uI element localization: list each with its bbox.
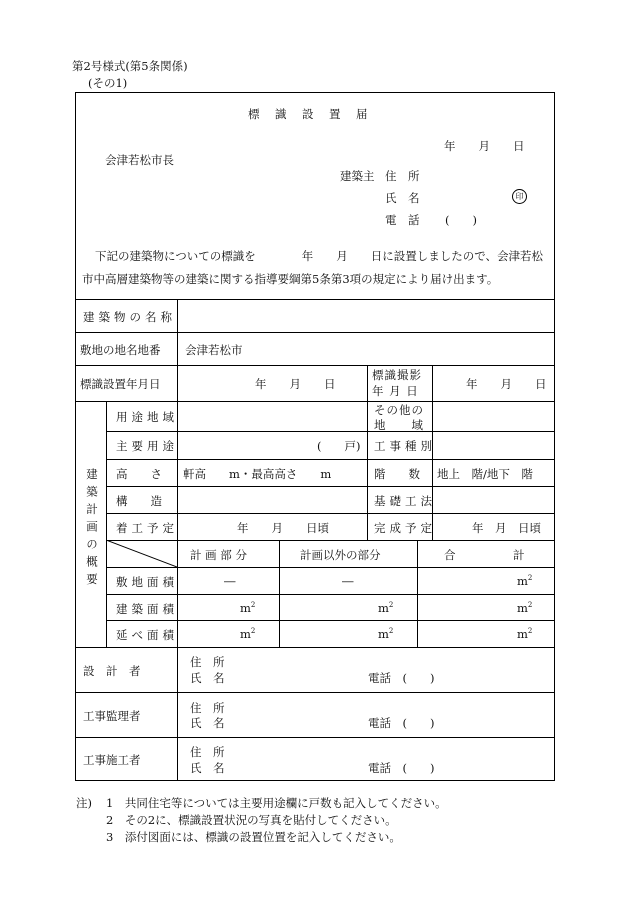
finish-value: 年 月 日頃 [472, 521, 541, 535]
column-other: 計画以外の部分 [300, 548, 381, 562]
contractor-phone: 電話 ( ) [368, 761, 435, 775]
install-date-value: 年 月 日 [255, 377, 336, 391]
floors-label: 階 数 [374, 467, 420, 481]
designer-name-label: 氏 名 [190, 671, 225, 685]
structure-label: 構 造 [116, 494, 162, 508]
form-number: 第2号様式(第5条関係) [72, 59, 188, 73]
site-location-label: 敷地の地名地番 [80, 343, 161, 357]
site-area-other: ― [342, 574, 354, 588]
column-plan: 計 画 部 分 [190, 548, 247, 562]
contractor-name-label: 氏 名 [190, 761, 225, 775]
floor-area-plan: $m^2$ [240, 627, 256, 641]
photo-date-value: 年 月 日 [466, 377, 547, 391]
notes-prefix: 注) [76, 796, 92, 810]
designer-address-label: 住 所 [190, 655, 225, 669]
designer-phone: 電話 ( ) [368, 671, 435, 685]
main-use-units: ( 戸) [317, 439, 361, 453]
note-item: 1 共同住宅等については主要用途欄に戸数も記入してください。 [106, 796, 447, 810]
photo-date-label-2: 年 月 日 [372, 384, 419, 398]
floor-area-label: 延べ面積 [116, 628, 178, 642]
supervisor-phone: 電話 ( ) [368, 716, 435, 730]
supervisor-address-label: 住 所 [190, 701, 225, 715]
building-area-other: $m^2$ [378, 601, 394, 615]
site-area-label: 敷地面積 [116, 575, 178, 589]
install-date-label: 標識設置年月日 [80, 377, 161, 391]
building-area-label: 建築面積 [116, 602, 178, 616]
submission-date: 年 月 日 [444, 139, 525, 153]
site-location-value: 会津若松市 [185, 343, 243, 357]
use-zone-label: 用途地域 [116, 410, 178, 424]
floor-area-total: $m^2$ [517, 627, 533, 641]
height-value: 軒高 m・最高高さ m [183, 467, 332, 481]
diagonal-line [106, 540, 177, 567]
plan-section-label: 建築計画の概要 [85, 468, 99, 591]
other-zone-label-1: その他の [374, 403, 424, 417]
supervisor-label: 工事監理者 [83, 709, 141, 723]
start-value: 年 月 日頃 [237, 521, 329, 535]
designer-label: 設 計 者 [83, 664, 141, 678]
form-title: 標 識 設 置 届 [248, 107, 370, 121]
form-part: (その1) [88, 76, 128, 90]
owner-phone-label: 電 話 [385, 213, 420, 227]
owner-address-label: 住 所 [385, 169, 420, 183]
form-frame [75, 92, 555, 781]
site-area-total: $m^2$ [517, 574, 533, 588]
note-item: 3 添付図面には、標識の設置位置を記入してください。 [106, 830, 401, 844]
column-total: 合 計 [444, 548, 525, 562]
height-label: 高 さ [116, 467, 162, 481]
main-use-label: 主要用途 [116, 439, 178, 453]
building-area-plan: $m^2$ [240, 601, 256, 615]
building-area-total: $m^2$ [517, 601, 533, 615]
contractor-address-label: 住 所 [190, 745, 225, 759]
finish-label: 完成予定 [374, 521, 436, 535]
body-line-1: 下記の建築物についての標識を 年 月 日に設置しましたので、会津若松 [95, 249, 544, 263]
building-name-label: 建築物の名称 [83, 310, 176, 324]
owner-phone-paren: ( ) [445, 213, 477, 227]
owner-name-label: 氏 名 [385, 191, 420, 205]
photo-date-label-1: 標識撮影 [372, 368, 422, 382]
start-label: 着工予定 [116, 521, 178, 535]
contractor-label: 工事施工者 [83, 753, 141, 767]
addressee: 会津若松市長 [105, 153, 174, 167]
site-area-plan: ― [224, 574, 236, 588]
other-zone-label-2: 地 域 [374, 418, 424, 432]
supervisor-name-label: 氏 名 [190, 716, 225, 730]
floor-area-other: $m^2$ [378, 627, 394, 641]
note-item: 2 その2に、標識設置状況の写真を貼付してください。 [106, 813, 397, 827]
seal-stamp: 印 [512, 189, 527, 204]
work-type-label: 工事種別 [374, 439, 436, 453]
body-line-2: 市中高層建築物等の建築に関する指導要綱第5条第3項の規定により届け出ます。 [82, 272, 499, 286]
floors-value: 地上 階/地下 階 [437, 467, 533, 481]
foundation-label: 基礎工法 [374, 494, 436, 508]
owner-label: 建築主 [340, 169, 375, 183]
